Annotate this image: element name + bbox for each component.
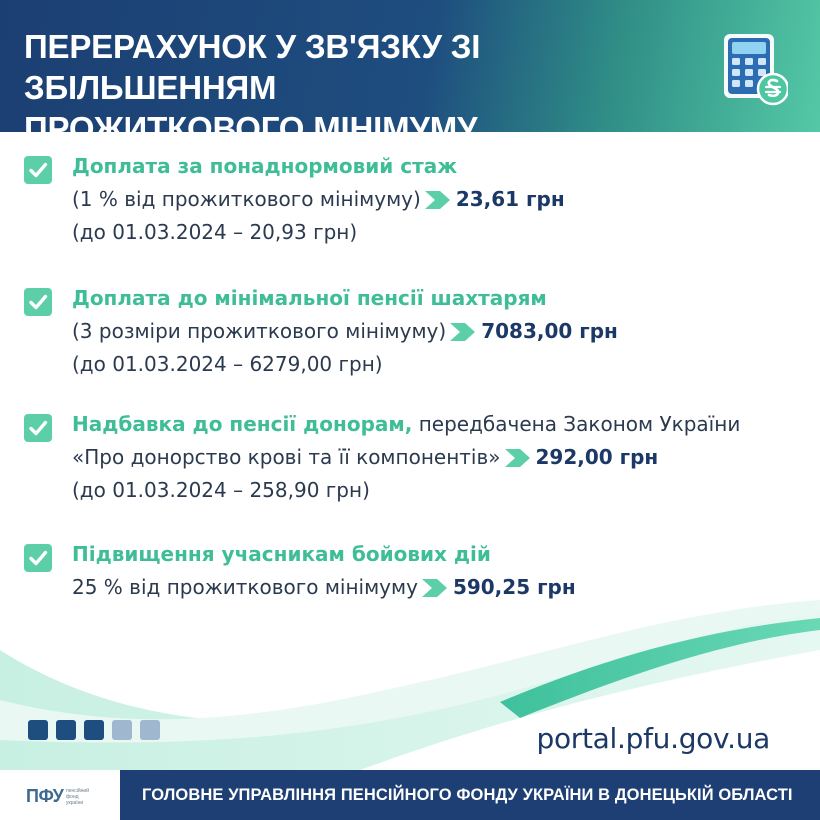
item-text [72, 282, 802, 381]
item-text [72, 408, 802, 507]
title-line-2: ПРОЖИТКОВОГО МІНІМУМУ [24, 110, 478, 147]
checkbox-checked-icon [24, 156, 52, 184]
item-amount: 590,25 грн [452, 575, 576, 599]
arrow-right-icon [505, 449, 533, 467]
item-previous: (до 01.03.2024 – 6279,00 грн) [72, 352, 383, 376]
calculator-hryvnia-icon [722, 32, 788, 106]
checkbox-checked-icon [24, 414, 52, 442]
item-detail-line [72, 441, 802, 474]
item-amount: 7083,00 грн [481, 319, 618, 343]
item-detail: «Про донорство крові та її компонентів» [72, 445, 501, 469]
page-title [24, 26, 704, 149]
document-icon [84, 720, 104, 740]
header-banner [0, 0, 820, 147]
item-heading-line [72, 408, 802, 441]
item-amount: 292,00 грн [535, 445, 659, 469]
document-icon [28, 720, 48, 740]
item-detail-line [72, 183, 802, 216]
item-detail: 25 % від прожиткового мінімуму [72, 575, 418, 599]
item-heading-suffix: передбачена Законом України [412, 412, 741, 436]
portal-link[interactable]: portal.pfu.gov.ua [536, 722, 770, 755]
item-previous: (до 01.03.2024 – 258,90 грн) [72, 478, 370, 502]
item-detail: (1 % від прожиткового мінімуму) [72, 187, 421, 211]
checkbox-checked-icon [24, 288, 52, 316]
item-detail: (3 розміри прожиткового мінімуму) [72, 319, 447, 343]
arrow-right-icon [450, 323, 478, 341]
footer-bar [120, 770, 820, 820]
document-icon [112, 720, 132, 740]
item-heading: Надбавка до пенсії донорам, [72, 412, 413, 436]
organization-name: ГОЛОВНЕ УПРАВЛІННЯ ПЕНСІЙНОГО ФОНДУ УКРАЇНИ В ДОНЕЦЬКІЙ ОБЛАСТІ [142, 786, 793, 804]
logo-mark: ПФУ [26, 786, 64, 806]
logo-subtitle: пенсійний фонд україни [66, 788, 90, 806]
item-heading: Доплата за понаднормовий стаж [72, 154, 458, 178]
document-icon [56, 720, 76, 740]
arrow-right-icon [425, 191, 453, 209]
item-heading: Доплата до мінімальної пенсії шахтарям [72, 286, 547, 310]
title-line-1: ПЕРЕРАХУНОК У ЗВ'ЯЗКУ ЗІ ЗБІЛЬШЕННЯМ [24, 28, 481, 106]
item-previous: (до 01.03.2024 – 20,93 грн) [72, 220, 358, 244]
checkbox-checked-icon [24, 544, 52, 572]
item-detail-line [72, 315, 802, 348]
footer [0, 770, 820, 820]
document-icon [140, 720, 160, 740]
pfu-logo [26, 786, 120, 810]
item-heading: Підвищення учасникам бойових дій [72, 542, 491, 566]
item-text [72, 150, 802, 249]
item-amount: 23,61 грн [455, 187, 565, 211]
